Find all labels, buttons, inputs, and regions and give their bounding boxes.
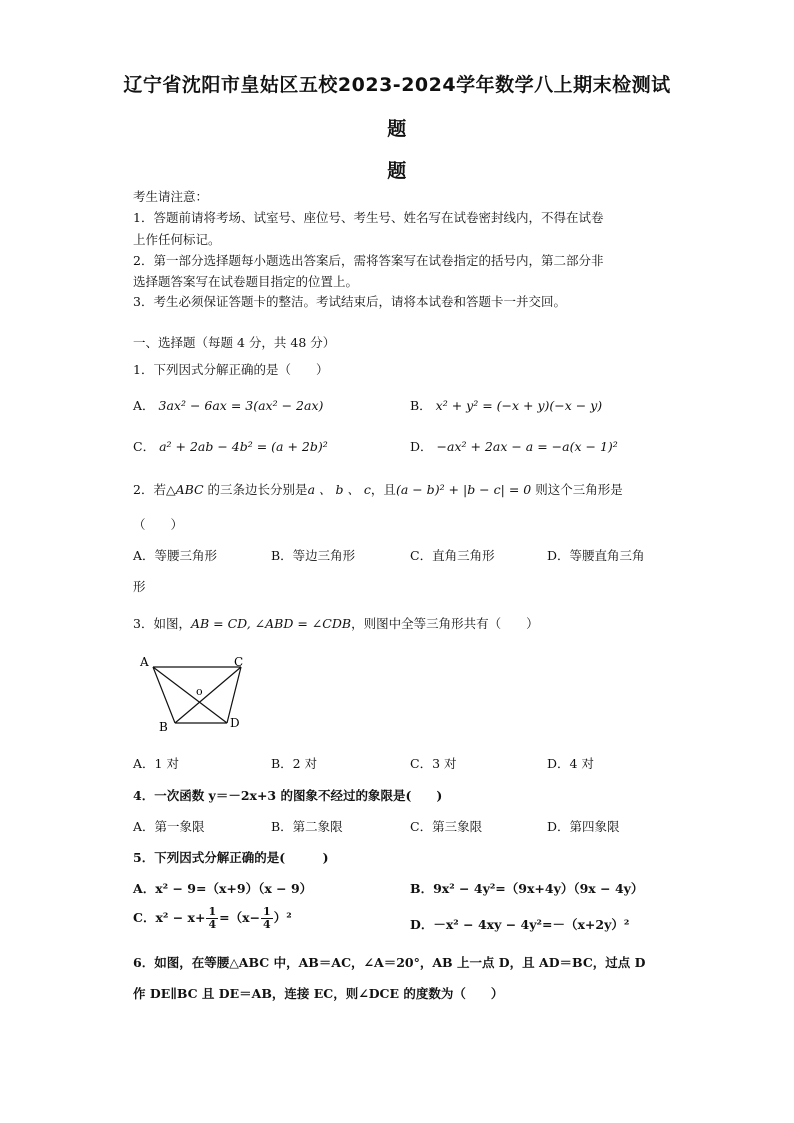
fig-diagonal-cb [175,667,241,723]
q4-stem: 4．一次函数 y＝－2x+3 的图象不经过的象限是( ) [133,788,443,803]
q5-option-c-mid: =（x− [219,910,261,925]
q1-option-d-expr: −ax² + 2ax − a = −a(x − 1)² [436,439,618,454]
q1-option-c-expr: a² + 2ab − 4b² = (a + 2b)² [159,439,328,454]
q5-option-c-post: ）² [273,910,292,925]
q2-option-d: D．等腰直角三角 [547,548,645,563]
notice-item-1b: 上作任何标记。 [133,232,221,247]
q2-stem [133,480,623,498]
fig-label-a: A [140,655,149,669]
q2-stem-a: 2．若 [133,482,166,497]
q1-option-c-label: C． [133,439,156,454]
q1-option-b-label: B． [410,398,432,413]
q1-option-d-label: D． [410,439,433,454]
q5-option-c-pre: C．x² − x+ [133,910,206,925]
notice-item-1a: 1．答题前请将考场、试室号、座位号、考生号、姓名写在试卷密封线内，不得在试卷 [133,210,604,225]
exam-title-line1: 辽宁省沈阳市皇姑区五校2023-2024学年数学八上期末检测试 [123,74,671,96]
q1-stem: 1．下列因式分解正确的是（ ） [133,362,329,377]
q1-option-c [133,437,328,455]
q5-fraction-1-den: 4 [208,918,217,931]
q5-stem: 5．下列因式分解正确的是( ) [133,850,329,865]
q2-condition: (a − b)² + |b − c| = 0 [395,482,532,497]
q1-option-b [410,396,602,414]
exam-title-line2: 题 [387,118,407,140]
fig-label-o: o [196,685,203,698]
q2-stem-b: 的三条边长分别是 [203,482,308,497]
fig-edge-cd [227,667,241,723]
q6-line-1: 6．如图，在等腰△ABC 中，AB＝AC，∠A＝20°，AB 上一点 D，且 AD＝BC，过点 D [133,955,646,970]
q5-option-d: D．－x² − 4xy − 4y²=－（x+2y）² [410,917,630,932]
notice-item-2a: 2．第一部分选择题每小题选出答案后，需将答案写在试卷指定的括号内，第二部分非 [133,253,604,268]
q3-option-b: B．2 对 [271,756,318,771]
q4-option-d: D．第四象限 [547,819,620,834]
q3-option-a: A．1 对 [133,756,179,771]
q5-fraction-1-num: 1 [208,905,217,918]
q3-stem [133,614,539,632]
q4-option-b: B．第二象限 [271,819,343,834]
q5-fraction-2-num: 1 [263,905,271,918]
q2-triangle: △ABC [165,482,204,497]
q2-paren: （ ） [133,517,184,532]
q5-fraction-2 [261,906,273,931]
q1-option-a-expr: 3ax² − 6ax = 3(ax² − 2ax) [158,398,324,413]
q3-condition: AB = CD, ∠ABD = ∠CDB [190,616,352,631]
q4-option-a: A．第一象限 [133,819,205,834]
fig-label-d: D [230,716,240,730]
q3-stem-a: 3．如图， [133,616,191,631]
q5-fraction-2-den: 4 [263,918,271,931]
q1-option-d [410,437,618,455]
q5-option-c [133,906,292,931]
q5-fraction-1 [206,906,218,931]
q2-option-a: A．等腰三角形 [133,548,218,563]
fig-label-c: C [234,655,244,669]
notice-item-2b: 选择题答案写在试卷题目指定的位置上。 [133,274,359,289]
q2-stem-c: ，且 [370,482,396,497]
q2-vars: a 、 b 、 c [307,482,371,497]
q3-stem-b: ，则图中全等三角形共有（ ） [351,616,539,631]
q2-stem-d: 则这个三角形是 [531,482,623,497]
exam-title-line3: 题 [387,160,407,182]
q2-option-d-wrap: 形 [133,579,146,594]
q1-option-a [133,396,323,414]
q2-option-b: B．等边三角形 [271,548,356,563]
q3-trapezoid-figure [133,653,253,735]
q2-option-c: C．直角三角形 [410,548,495,563]
q1-option-b-expr: x² + y² = (−x + y)(−x − y) [435,398,603,413]
notice-heading: 考生请注意： [133,189,209,204]
q6-line-2: 作 DE∥BC 且 DE＝AB，连接 EC，则∠DCE 的度数为（ ） [133,986,504,1001]
q3-option-d: D．4 对 [547,756,594,771]
q4-option-c: C．第三象限 [410,819,483,834]
q5-option-a: A．x² − 9=（x+9）（x − 9） [133,881,313,896]
q3-option-c: C．3 对 [410,756,457,771]
fig-label-b: B [159,720,168,734]
section-heading: 一、选择题（每题 4 分，共 48 分） [133,335,336,350]
q5-option-b: B．9x² − 4y²=（9x+4y）（9x − 4y） [410,881,644,896]
notice-item-3: 3．考生必须保证答题卡的整洁。考试结束后，请将本试卷和答题卡一并交回。 [133,294,566,309]
q1-option-a-label: A． [133,398,155,413]
